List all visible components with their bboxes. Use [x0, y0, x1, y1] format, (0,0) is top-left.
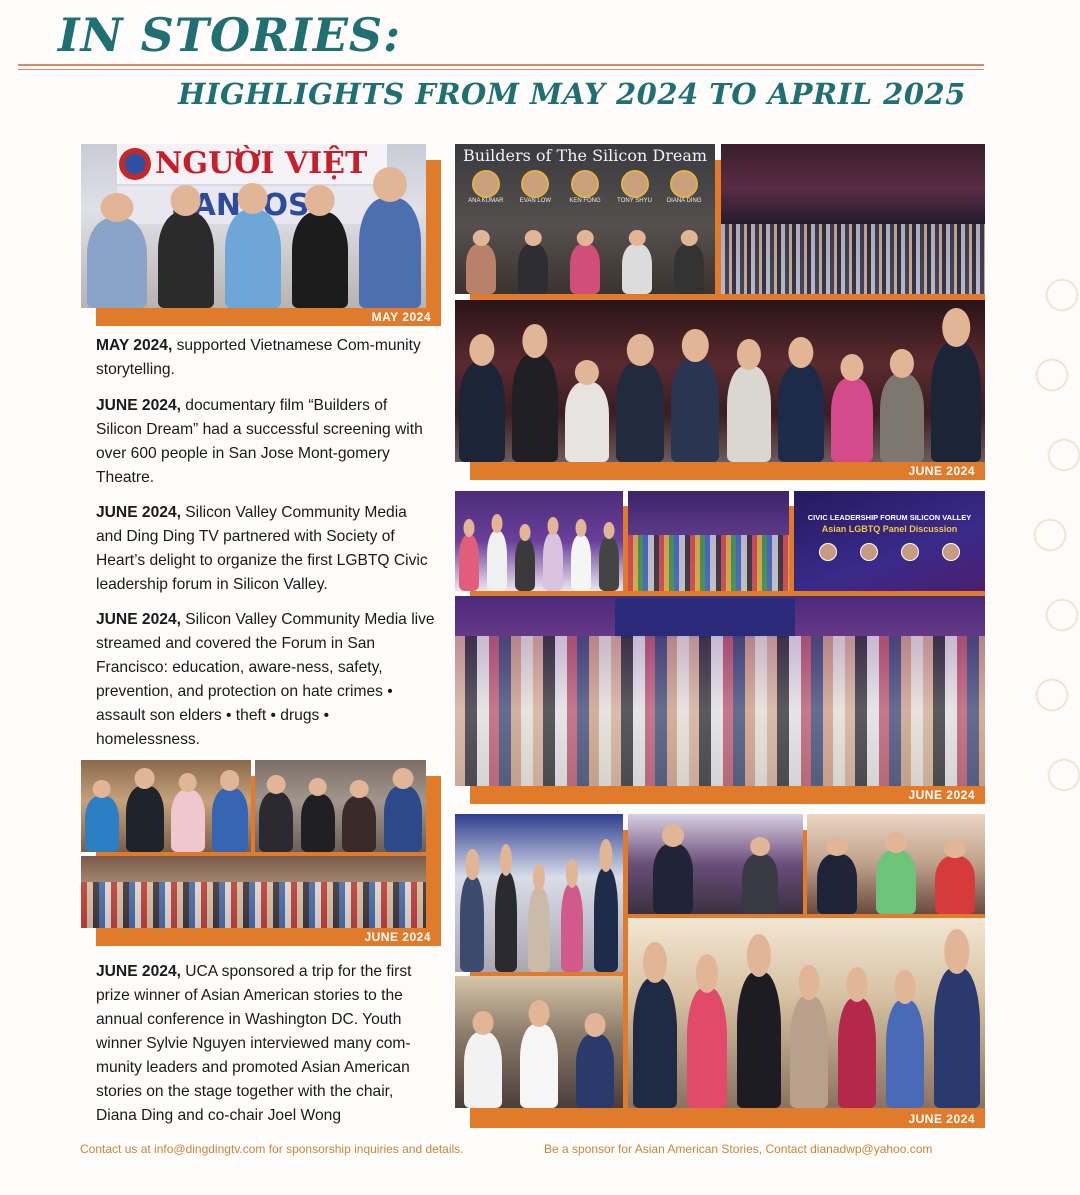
panelists-seated [455, 230, 715, 294]
banner-text-nguoi-viet: NGƯỜI VIỆT [155, 146, 368, 181]
youth-group [455, 1008, 623, 1108]
photo-dc-conference-group [628, 918, 985, 1108]
highlight-paragraph-3 [96, 501, 436, 597]
stage-group-people [455, 322, 985, 462]
paragraph-date-lead: JUNE 2024, [96, 504, 181, 521]
highlight-paragraph-2 [96, 394, 436, 490]
decorative-swirl-pattern [1032, 255, 1080, 815]
title-divider-top [18, 64, 984, 66]
forum-poster-subtitle: Asian LGBTQ Panel Discussion [821, 524, 958, 534]
photo-dc-youth-winner [455, 976, 623, 1108]
photo-theatre-stage-group [455, 300, 985, 462]
footer-contact-sponsor-stories: Be a sponsor for Asian American Stories, Contact dianadwp@yahoo.com [544, 1142, 933, 1156]
speaker-name: DIANA DING [666, 198, 702, 204]
speaker-name: ANA KUMAR [468, 198, 504, 204]
group-of-people [81, 188, 426, 308]
photo-forum-group-small [455, 491, 623, 591]
paragraph-text: supported Vietnamese Com-munity storytelling. [96, 337, 421, 378]
photo-caption-june-left: JUNE 2024 [364, 930, 431, 944]
photo-caption-june-dc: JUNE 2024 [908, 1112, 975, 1126]
paragraph-text: UCA sponsored a trip for the first prize winner of Asian American stories to the annual conference in Washington DC. Youth winner Sylvie Nguyen interviewed many com-munity leaders and promoted Asian American stories on the stage together with the chair, Diana Ding and co-chair Joel Wong [96, 963, 412, 1124]
speaker-name: EVAN LOW [519, 198, 551, 204]
paragraph-date-lead: MAY 2024, [96, 337, 173, 354]
photo-builders-panel [455, 144, 715, 294]
person [359, 198, 421, 308]
photo-dc-interview [628, 814, 803, 914]
photo-officials-left [81, 760, 251, 852]
forum-poster-title: CIVIC LEADERSHIP FORUM SILICON VALLEY [807, 513, 972, 522]
paragraph-text: documentary film “Builders of Silicon Dream” had a successful screening with over 600 people in San Jose Mont-gomery Theatre. [96, 397, 423, 486]
paragraph-date-lead: JUNE 2024, [96, 611, 181, 628]
photo-officials-right [255, 760, 426, 852]
seated-audience [81, 882, 426, 928]
photo-vietnamese-community [81, 144, 426, 308]
flag-emblem-icon [119, 148, 151, 180]
large-crowd [455, 636, 985, 786]
highlight-paragraph-5 [96, 960, 436, 1128]
title-divider-bottom [18, 69, 984, 70]
photo-caption-june-theatre: JUNE 2024 [908, 464, 975, 478]
crowd-with-rainbow-flags [628, 535, 789, 591]
paragraph-text: Silicon Valley Community Media and Ding Ding TV partnered with Society of Heart’s delight to organize the first LGBTQ Civic leadership forum in Silicon Valley. [96, 504, 428, 593]
officials [81, 772, 251, 852]
photo-theatre-audience [721, 144, 985, 294]
panel-screen-title: Builders of The Silicon Dream [462, 146, 708, 165]
photo-forum-poster [794, 491, 985, 591]
leaders [807, 834, 985, 914]
footer-contact-sponsorship: Contact us at info@dingdingtv.com for sponsorship inquiries and details. [80, 1142, 464, 1156]
paragraph-date-lead: JUNE 2024, [96, 963, 181, 980]
photo-dc-leaders [807, 814, 985, 914]
highlight-paragraph-1 [96, 334, 436, 382]
person [158, 212, 214, 308]
photo-dc-award-group [455, 814, 623, 972]
photo-caption-june-forum: JUNE 2024 [908, 788, 975, 802]
forum-panelists [808, 543, 971, 561]
person [292, 212, 348, 308]
paragraph-date-lead: JUNE 2024, [96, 397, 181, 414]
audience-crowd [721, 224, 985, 294]
award-group [455, 852, 623, 972]
forum-banner [615, 598, 795, 638]
speaker-name: TONY SHYU [617, 198, 652, 204]
banner-text-san-jose: SAN JOSE [171, 188, 331, 223]
photo-forum-large-group [455, 596, 985, 786]
officials [255, 772, 426, 852]
speaker-name: KEN FONG [569, 198, 601, 204]
interview-people [628, 834, 803, 914]
paragraph-text: Silicon Valley Community Media live streamed and covered the Forum in San Francisco: education, aware-ness, safety, prevention, and protection on hate crimes • assault son elders • theft • drugs • homelessness. [96, 611, 435, 748]
highlight-paragraph-4 [96, 608, 436, 752]
photo-community-hall-crowd [81, 856, 426, 928]
photo-forum-crowd-flags [628, 491, 789, 591]
photo-caption-may: MAY 2024 [371, 310, 431, 324]
conference-group [628, 938, 985, 1108]
panel-speakers-row [461, 170, 709, 204]
person [87, 218, 147, 308]
page-title: IN STORIES: [58, 8, 402, 62]
person [225, 210, 281, 308]
forum-people [455, 521, 623, 591]
page-subtitle: HIGHLIGHTS FROM MAY 2024 TO APRIL 2025 [178, 77, 966, 111]
